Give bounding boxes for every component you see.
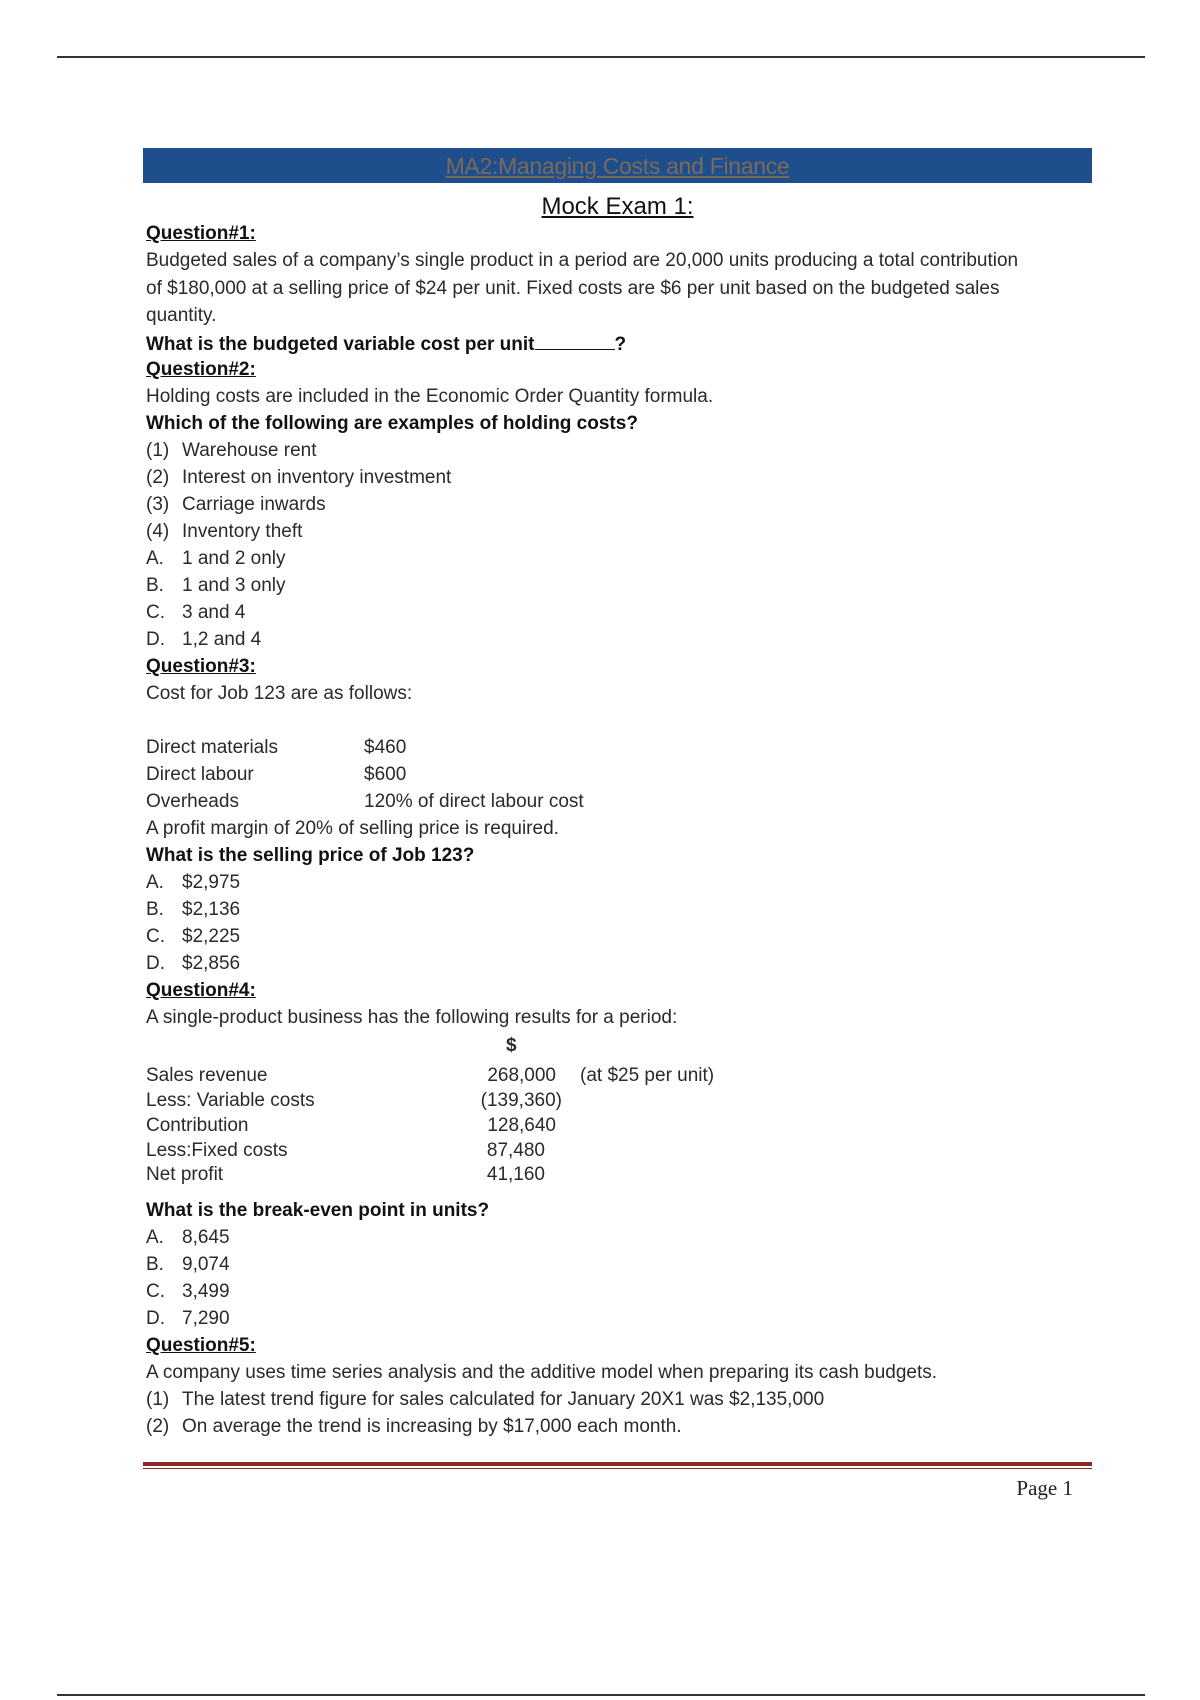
cost-label: Overheads bbox=[146, 791, 239, 812]
document-title: MA2:Managing Costs and Finance bbox=[445, 153, 790, 179]
question-3-prompt: What is the selling price of Job 123? bbox=[146, 845, 475, 866]
answer-option: B. 1 and 3 only bbox=[146, 575, 286, 596]
top-rule bbox=[57, 56, 1145, 58]
question-3-heading: Question#3: bbox=[146, 656, 256, 677]
answer-option: A. 8,645 bbox=[146, 1227, 230, 1248]
answer-option: C. $2,225 bbox=[146, 926, 241, 947]
question-mark: ? bbox=[614, 334, 627, 355]
title-bar bbox=[143, 148, 1092, 183]
answer-blank bbox=[535, 331, 615, 350]
answer-option: C. 3 and 4 bbox=[146, 602, 246, 623]
document-subtitle bbox=[143, 193, 1092, 221]
answer-option: D. $2,856 bbox=[146, 953, 241, 974]
question-1-text-line: quantity. bbox=[146, 305, 217, 326]
list-item: (4) Inventory theft bbox=[146, 521, 303, 542]
list-item: (1) Warehouse rent bbox=[146, 440, 317, 461]
list-item: (2) On average the trend is increasing by $17,000 each month. bbox=[146, 1416, 682, 1437]
results-note: (at $25 per unit) bbox=[580, 1065, 715, 1086]
list-item: (3) Carriage inwards bbox=[146, 494, 326, 515]
page-number: Page 1 bbox=[1016, 1476, 1073, 1500]
question-5-text: A company uses time series analysis and the additive model when preparing its cash budgets. bbox=[146, 1362, 938, 1383]
question-5-heading: Question#5: bbox=[146, 1335, 256, 1356]
question-4-text: A single-product business has the following results for a period: bbox=[146, 1007, 678, 1028]
footer-rule bbox=[143, 1462, 1092, 1466]
answer-option: A. 1 and 2 only bbox=[146, 548, 286, 569]
subtitle-text: Mock Exam 1: bbox=[541, 193, 694, 220]
question-1-prompt bbox=[146, 331, 626, 357]
answer-option: D. 7,290 bbox=[146, 1308, 230, 1329]
list-item: (1) The latest trend figure for sales calculated for January 20X1 was $2,135,000 bbox=[146, 1389, 825, 1410]
results-value: (139,360) bbox=[480, 1090, 562, 1111]
currency-header: $ bbox=[506, 1035, 517, 1056]
question-1-heading: Question#1: bbox=[146, 223, 256, 244]
results-label: Less: Variable costs bbox=[146, 1090, 315, 1111]
list-item: (2) Interest on inventory investment bbox=[146, 467, 452, 488]
results-value: 87,480 bbox=[486, 1140, 545, 1161]
bottom-rule bbox=[57, 1694, 1145, 1696]
cost-label: Direct materials bbox=[146, 737, 278, 758]
results-value: 268,000 bbox=[487, 1065, 556, 1086]
question-1-prompt-text: What is the budgeted variable cost per unit bbox=[146, 334, 535, 355]
question-4-heading: Question#4: bbox=[146, 980, 256, 1001]
question-2-heading: Question#2: bbox=[146, 359, 256, 380]
results-label: Net profit bbox=[146, 1164, 224, 1185]
results-label: Sales revenue bbox=[146, 1065, 268, 1086]
answer-option: D. 1,2 and 4 bbox=[146, 629, 262, 650]
results-label: Contribution bbox=[146, 1115, 249, 1136]
answer-option: A. $2,975 bbox=[146, 872, 241, 893]
question-3-note: A profit margin of 20% of selling price is required. bbox=[146, 818, 559, 839]
question-1-text-line: of $180,000 at a selling price of $24 per unit. Fixed costs are $6 per unit based on the budgeted sales bbox=[146, 278, 1000, 299]
question-3-text: Cost for Job 123 are as follows: bbox=[146, 683, 413, 704]
cost-label: Direct labour bbox=[146, 764, 254, 785]
question-4-prompt: What is the break-even point in units? bbox=[146, 1200, 490, 1221]
results-value: 128,640 bbox=[487, 1115, 556, 1136]
cost-value: $460 bbox=[364, 737, 407, 758]
question-1-text-line: Budgeted sales of a company’s single product in a period are 20,000 units producing a total contribution bbox=[146, 250, 1019, 271]
footer-rule-thin bbox=[143, 1468, 1092, 1469]
question-2-text: Holding costs are included in the Economic Order Quantity formula. bbox=[146, 386, 714, 407]
answer-option: B. $2,136 bbox=[146, 899, 241, 920]
cost-value: 120% of direct labour cost bbox=[364, 791, 584, 812]
cost-value: $600 bbox=[364, 764, 407, 785]
question-2-prompt: Which of the following are examples of holding costs? bbox=[146, 413, 638, 434]
answer-option: C. 3,499 bbox=[146, 1281, 230, 1302]
results-value: 41,160 bbox=[486, 1164, 545, 1185]
results-label: Less:Fixed costs bbox=[146, 1140, 288, 1161]
answer-option: B. 9,074 bbox=[146, 1254, 230, 1275]
